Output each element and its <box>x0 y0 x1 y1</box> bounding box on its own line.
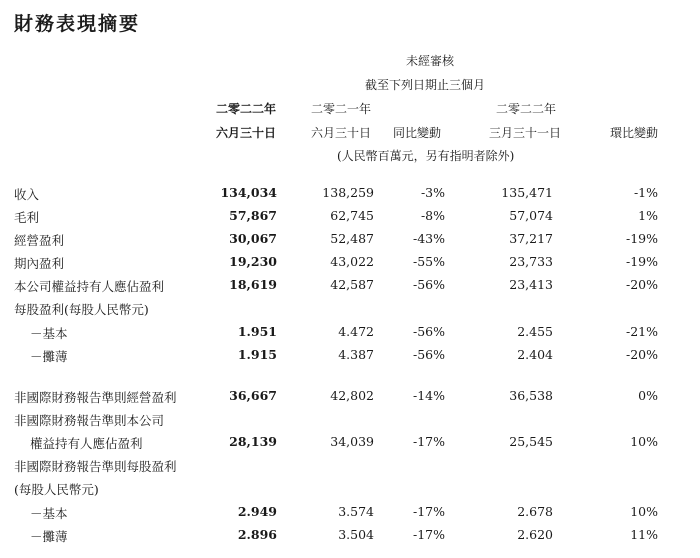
header-col2-date: 六月三十日 <box>311 126 372 140</box>
cell-yoy: -17% <box>412 434 445 449</box>
cell-q1-2022: 2.404 <box>517 347 553 362</box>
table-row <box>0 208 700 230</box>
cell-q2-2021: 4.387 <box>338 347 374 362</box>
row-label: －基本 <box>30 326 68 341</box>
cell-q2-2021: 62,745 <box>330 208 374 223</box>
cell-q2-2022: 134,034 <box>220 185 277 200</box>
cell-q1-2022: 23,733 <box>509 254 553 269</box>
cell-q1-2022: 23,413 <box>509 277 553 292</box>
cell-q2-2022: 30,067 <box>229 231 277 246</box>
table-row <box>0 388 700 410</box>
cell-yoy: -55% <box>412 254 445 269</box>
cell-qoq: -1% <box>633 185 658 200</box>
row-label: 毛利 <box>14 210 40 225</box>
cell-qoq: -20% <box>625 347 658 362</box>
cell-qoq: 0% <box>638 388 658 403</box>
cell-q2-2022: 1.915 <box>237 347 277 362</box>
cell-q1-2022: 2.678 <box>517 504 553 519</box>
row-label: (每股人民幣元) <box>14 482 99 497</box>
cell-qoq: 10% <box>630 434 658 449</box>
table-row <box>0 185 700 207</box>
cell-q2-2021: 4.472 <box>338 324 374 339</box>
cell-q2-2022: 36,667 <box>229 388 277 403</box>
row-label: －攤薄 <box>30 529 68 544</box>
table-row <box>0 300 700 322</box>
row-label: 非國際財務報告準則經營盈利 <box>14 390 177 405</box>
cell-qoq: 1% <box>638 208 658 223</box>
row-label: 期內盈利 <box>14 256 65 271</box>
cell-q2-2022: 18,619 <box>229 277 277 292</box>
cell-qoq: 10% <box>630 504 658 519</box>
cell-q2-2022: 2.896 <box>237 527 277 542</box>
table-row <box>0 480 700 502</box>
cell-yoy: -3% <box>420 185 445 200</box>
cell-q2-2021: 42,587 <box>330 277 374 292</box>
cell-q1-2022: 36,538 <box>509 388 553 403</box>
cell-q2-2022: 1.951 <box>237 324 277 339</box>
cell-qoq: -21% <box>625 324 658 339</box>
cell-q2-2021: 3.574 <box>338 504 374 519</box>
cell-qoq: -20% <box>625 277 658 292</box>
cell-q2-2021: 34,039 <box>330 434 374 449</box>
table-row <box>0 411 700 433</box>
cell-qoq: 11% <box>630 527 658 542</box>
cell-q1-2022: 25,545 <box>509 434 553 449</box>
cell-qoq: -19% <box>625 254 658 269</box>
header-col2-year: 二零二一年 <box>311 102 372 116</box>
cell-yoy: -14% <box>412 388 445 403</box>
cell-q2-2021: 3.504 <box>338 527 374 542</box>
cell-q2-2021: 52,487 <box>330 231 374 246</box>
cell-q2-2022: 57,867 <box>229 208 277 223</box>
cell-q1-2022: 2.620 <box>517 527 553 542</box>
table-row <box>0 231 700 253</box>
table-row <box>0 527 700 549</box>
cell-yoy: -17% <box>412 527 445 542</box>
header-unit-note: (人民幣百萬元，另有指明者除外) <box>337 149 515 163</box>
table-row <box>0 434 700 456</box>
row-label: 非國際財務報告準則每股盈利 <box>14 459 177 474</box>
cell-yoy: -17% <box>412 504 445 519</box>
cell-yoy: -56% <box>412 324 445 339</box>
cell-q2-2021: 138,259 <box>322 185 374 200</box>
row-label: －攤薄 <box>30 349 68 364</box>
header-col4-date: 三月三十一日 <box>489 126 562 140</box>
cell-q2-2022: 2.949 <box>237 504 277 519</box>
row-label: 每股盈利(每股人民幣元) <box>14 302 149 317</box>
header-unaudited: 未經審核 <box>406 54 455 68</box>
cell-yoy: -43% <box>412 231 445 246</box>
row-label: 非國際財務報告準則本公司 <box>14 413 165 428</box>
table-row <box>0 504 700 526</box>
table-row <box>0 277 700 299</box>
cell-qoq: -19% <box>625 231 658 246</box>
cell-q1-2022: 37,217 <box>509 231 553 246</box>
header-col4-year: 二零二二年 <box>496 102 557 116</box>
cell-yoy: -56% <box>412 347 445 362</box>
cell-yoy: -8% <box>420 208 445 223</box>
table-row <box>0 457 700 479</box>
page-title: 財務表現摘要 <box>14 13 141 35</box>
table-row <box>0 347 700 369</box>
header-period: 截至下列日期止三個月 <box>365 78 486 92</box>
cell-q1-2022: 135,471 <box>501 185 553 200</box>
cell-yoy: -56% <box>412 277 445 292</box>
header-col3: 同比變動 <box>393 126 442 140</box>
cell-q2-2021: 42,802 <box>330 388 374 403</box>
cell-q1-2022: 2.455 <box>517 324 553 339</box>
row-label: 本公司權益持有人應佔盈利 <box>14 279 165 294</box>
header-col1-date: 六月三十日 <box>216 126 277 140</box>
row-label: －基本 <box>30 506 68 521</box>
table-row <box>0 254 700 276</box>
header-col1-year: 二零二二年 <box>216 102 277 116</box>
cell-q2-2022: 19,230 <box>229 254 277 269</box>
row-label: 收入 <box>14 187 40 202</box>
row-label: 權益持有人應佔盈利 <box>30 436 143 451</box>
table-row <box>0 324 700 346</box>
cell-q2-2021: 43,022 <box>330 254 374 269</box>
row-label: 經營盈利 <box>14 233 65 248</box>
cell-q2-2022: 28,139 <box>229 434 277 449</box>
cell-q1-2022: 57,074 <box>509 208 553 223</box>
header-col5: 環比變動 <box>610 126 659 140</box>
